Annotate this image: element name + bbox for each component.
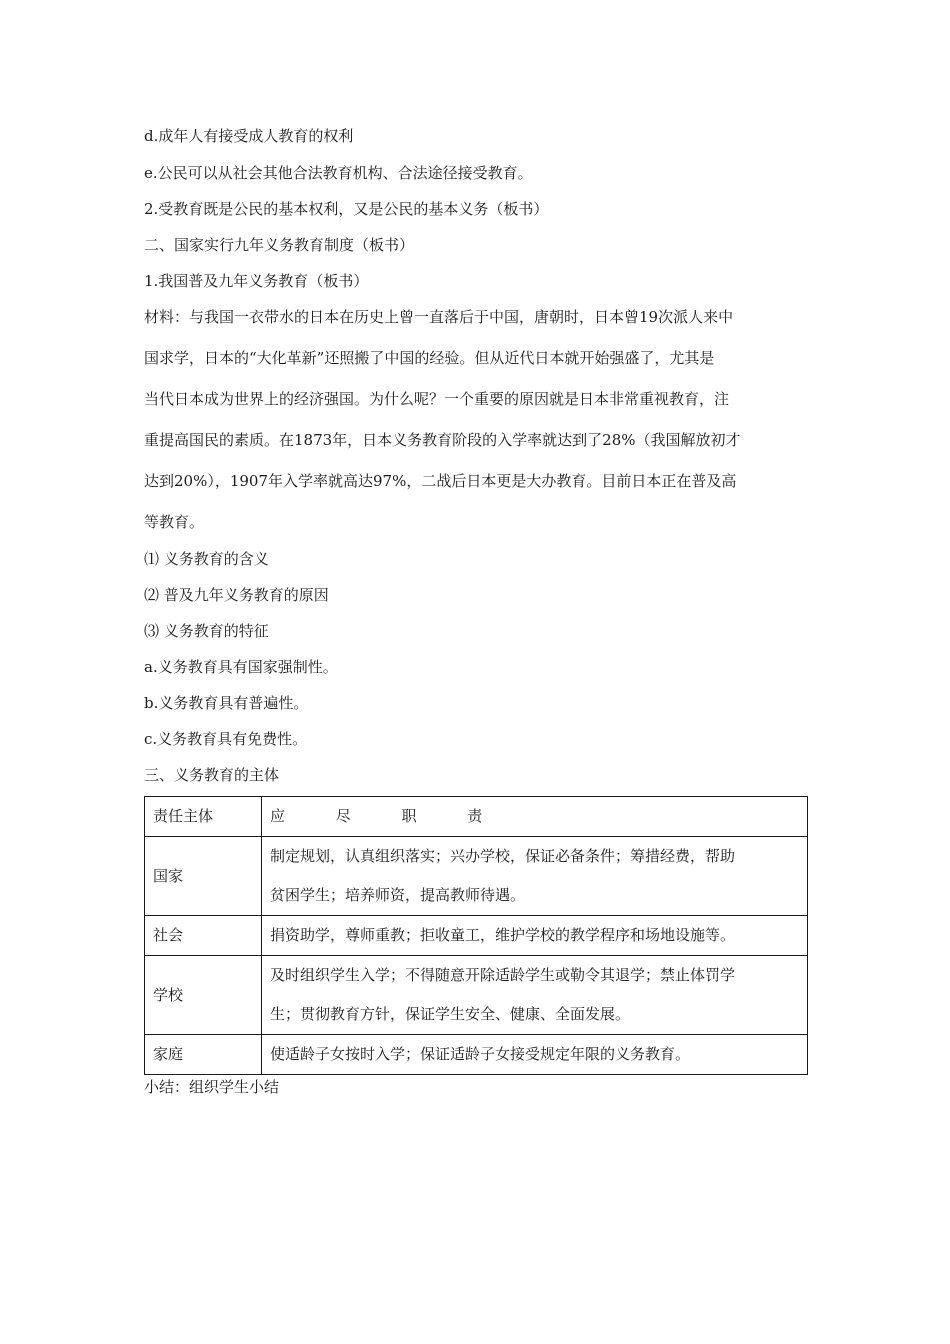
- row-duty: [262, 837, 808, 916]
- row-subject: 国家: [145, 837, 262, 916]
- section-heading-3: 三、义务教育的主体: [144, 766, 280, 784]
- duty-line: 捐资助学，尊师重教；拒收童工，维护学校的教学程序和场地设施等。: [270, 926, 736, 944]
- row-subject: 社会: [145, 916, 262, 956]
- feature-a: a.义务教育具有国家强制性。: [144, 658, 338, 676]
- header-char: 尽: [335, 807, 351, 825]
- feature-b: b.义务教育具有普遍性。: [144, 694, 309, 712]
- material-line: 达到20%），1907年入学率就高达97%，二战后日本更是大办教育。目前日本正在普及高: [144, 472, 737, 490]
- material-line: 等教育。: [144, 513, 205, 531]
- text-line-point-2: 2.受教育既是公民的基本权利，又是公民的基本义务（板书）: [144, 200, 549, 218]
- row-duty: [262, 916, 808, 956]
- item-features: ⑶ 义务教育的特征: [144, 622, 269, 640]
- table-row: [145, 1035, 808, 1075]
- duty-line: 生；贯彻教育方针，保证学生安全、健康、全面发展。: [270, 1005, 631, 1023]
- table-row: [145, 837, 808, 916]
- text-line-d: d.成年人有接受成人教育的权利: [144, 127, 354, 145]
- header-char: 职: [401, 807, 417, 825]
- material-paragraph: [144, 297, 808, 543]
- header-char: 应: [270, 807, 286, 825]
- row-subject: 学校: [145, 956, 262, 1035]
- duty-table: [144, 796, 808, 1075]
- material-line: 重提高国民的素质。在1873年，日本义务教育阶段的入学率就达到了28%（我国解放初才: [144, 431, 741, 449]
- subheading-2-1: 1.我国普及九年义务教育（板书）: [144, 272, 369, 290]
- header-char: 责: [467, 807, 483, 825]
- header-subject: 责任主体: [145, 797, 262, 837]
- text-line-e: e.公民可以从社会其他合法教育机构、合法途径接受教育。: [144, 164, 533, 182]
- item-reasons: ⑵ 普及九年义务教育的原因: [144, 586, 329, 604]
- material-line: 材料：与我国一衣带水的日本在历史上曾一直落后于中国，唐朝时，日本曾19次派人来中: [144, 308, 734, 326]
- feature-c: c.义务教育具有免费性。: [144, 730, 308, 748]
- table-row: [145, 956, 808, 1035]
- summary-line: 小结：组织学生小结: [144, 1078, 280, 1096]
- material-line: 当代日本成为世界上的经济强国。为什么呢？一个重要的原因就是日本非常重视教育，注: [144, 390, 730, 408]
- duty-line: 使适龄子女按时入学；保证适龄子女接受规定年限的义务教育。: [270, 1045, 691, 1063]
- header-duty: [262, 797, 808, 837]
- duty-line: 及时组织学生入学；不得随意开除适龄学生或勒令其退学；禁止体罚学: [270, 966, 736, 984]
- table-row: [145, 916, 808, 956]
- table-header-row: [145, 797, 808, 837]
- row-subject: 家庭: [145, 1035, 262, 1075]
- duty-line: 贫困学生；培养师资，提高教师待遇。: [270, 886, 526, 904]
- section-heading-2: 二、国家实行九年义务教育制度（板书）: [144, 236, 415, 254]
- item-meaning: ⑴ 义务教育的含义: [144, 550, 269, 568]
- material-line: 国求学，日本的“大化革新”还照搬了中国的经验。但从近代日本就开始强盛了，尤其是: [144, 349, 715, 367]
- row-duty: [262, 1035, 808, 1075]
- row-duty: [262, 956, 808, 1035]
- duty-line: 制定规划，认真组织落实；兴办学校，保证必备条件；筹措经费，帮助: [270, 847, 736, 865]
